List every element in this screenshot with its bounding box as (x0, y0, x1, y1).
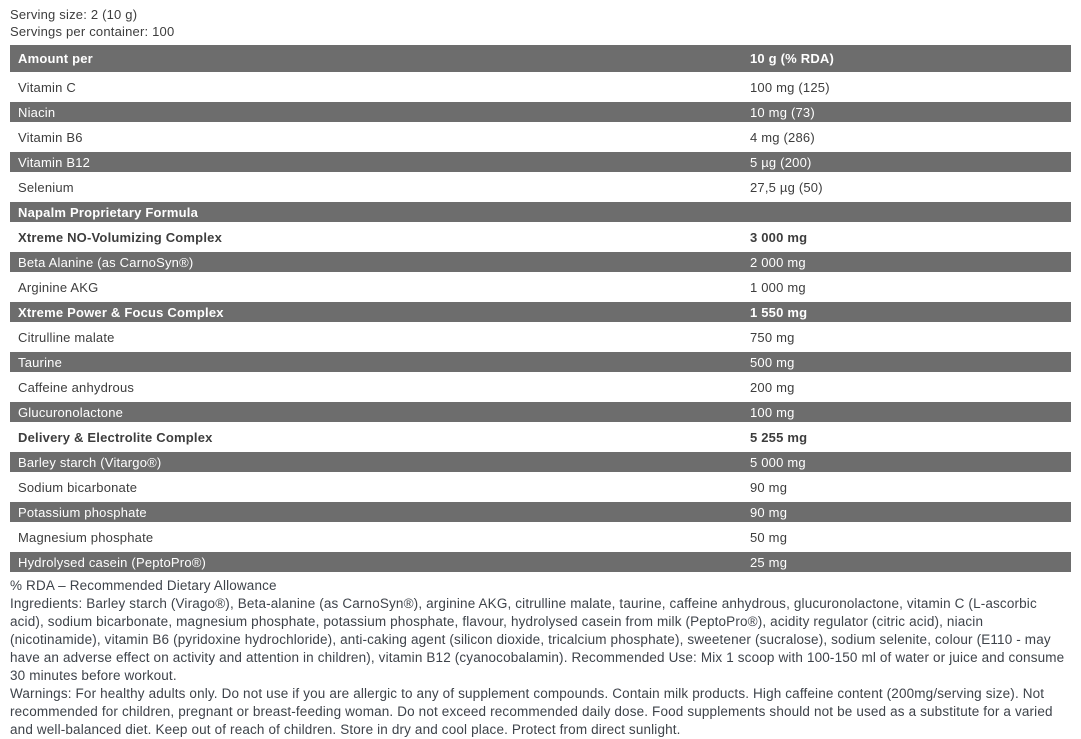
table-header-row (10, 45, 1071, 72)
table-row (10, 452, 1071, 472)
ingredient-amount: 750 mg (750, 329, 795, 345)
ingredient-name: Xtreme NO-Volumizing Complex (18, 229, 222, 245)
table-row (10, 527, 1071, 547)
ingredient-amount: 200 mg (750, 379, 795, 395)
table-row (10, 327, 1071, 347)
ingredient-name: Arginine AKG (18, 279, 99, 295)
table-row (10, 552, 1071, 572)
ingredient-amount: 100 mg (750, 404, 795, 420)
ingredient-amount: 27,5 µg (50) (750, 179, 823, 195)
ingredient-amount: 500 mg (750, 354, 795, 370)
warnings-paragraph: Warnings: For healthy adults only. Do not use if you are allergic to any of supplement compounds. Contain milk products. High caffeine content (200mg/serving size). Not recommended for children, pregnant or breast-feeding woman. Do not exceed recommended daily dose. Food supplements should not be used as a substitute for a varied and well-balanced diet. Keep out of reach of children. Store in dry and cool place. Protect from direct sunlight. (10, 686, 1053, 737)
ingredient-amount: 1 000 mg (750, 279, 806, 295)
ingredient-name: Barley starch (Vitargo®) (18, 454, 162, 470)
supplement-table-body (10, 77, 1071, 572)
table-row (10, 402, 1071, 422)
ingredient-amount: 100 mg (125) (750, 79, 830, 95)
table-row (10, 77, 1071, 97)
ingredient-name: Delivery & Electrolite Complex (18, 429, 213, 445)
ingredient-name: Vitamin C (18, 79, 76, 95)
serving-info (0, 0, 1081, 42)
ingredient-amount: 90 mg (750, 479, 788, 495)
ingredient-amount: 5 255 mg (750, 429, 808, 445)
ingredient-amount: 3 000 mg (750, 229, 808, 245)
ingredient-amount: 2 000 mg (750, 254, 806, 270)
table-header-label: Amount per (18, 51, 93, 66)
table-row (10, 252, 1071, 272)
ingredient-amount: 50 mg (750, 529, 788, 545)
table-row (10, 427, 1071, 447)
ingredient-amount: 1 550 mg (750, 304, 808, 320)
ingredient-name: Vitamin B6 (18, 129, 83, 145)
table-row (10, 227, 1071, 247)
servings-per-container-text: Servings per container: 100 (10, 24, 175, 39)
table-row (10, 177, 1071, 197)
ingredient-name: Selenium (18, 179, 74, 195)
table-header-value: 10 g (% RDA) (750, 51, 835, 66)
ingredient-amount: 5 000 mg (750, 454, 806, 470)
table-row (10, 277, 1071, 297)
ingredient-name: Taurine (18, 354, 63, 370)
ingredient-amount: 90 mg (750, 504, 788, 520)
ingredient-name: Hydrolysed casein (PeptoPro®) (18, 554, 207, 570)
table-row (10, 152, 1071, 172)
label-fine-print (10, 577, 1071, 739)
ingredient-amount: 25 mg (750, 554, 788, 570)
ingredient-amount: 5 µg (200) (750, 154, 812, 170)
table-row (10, 127, 1071, 147)
ingredient-name: Niacin (18, 104, 56, 120)
ingredient-name: Xtreme Power & Focus Complex (18, 304, 224, 320)
ingredient-name: Vitamin B12 (18, 154, 91, 170)
ingredient-name: Napalm Proprietary Formula (18, 204, 199, 220)
table-row (10, 377, 1071, 397)
ingredient-name: Sodium bicarbonate (18, 479, 138, 495)
table-row (10, 352, 1071, 372)
rda-footnote: % RDA – Recommended Dietary Allowance (10, 578, 277, 593)
ingredient-name: Citrulline malate (18, 329, 115, 345)
ingredient-amount: 10 mg (73) (750, 104, 815, 120)
ingredient-name: Caffeine anhydrous (18, 379, 135, 395)
table-row (10, 302, 1071, 322)
ingredient-name: Magnesium phosphate (18, 529, 154, 545)
ingredient-name: Potassium phosphate (18, 504, 147, 520)
table-row (10, 477, 1071, 497)
ingredients-paragraph: Ingredients: Barley starch (Virago®), Beta-alanine (as CarnoSyn®), arginine AKG, citrulline malate, taurine, caffeine anhydrous, glucuronolactone, vitamin C (L-ascorbic acid), sodium bicarbonate, magnesium phosphate, potassium phosphate, flavour, hydrolysed casein from milk (PeptoPro®), acidity regulator (citric acid), niacin (nicotinamide), vitamin B6 (pyridoxine hydrochloride), anti-caking agent (silicon dioxide, tricalcium phosphate), sweetener (sucralose), sodium selenite, colour (E110 - may have an adverse effect on activity and attention in children), vitamin B12 (cyanocobalamin). Recommended Use: Mix 1 scoop with 100-150 ml of water or juice and consume 30 minutes before workout. (10, 596, 1065, 683)
ingredient-name: Glucuronolactone (18, 404, 124, 420)
table-row (10, 502, 1071, 522)
ingredient-amount: 4 mg (286) (750, 129, 815, 145)
serving-size-text: Serving size: 2 (10 g) (10, 7, 138, 22)
table-row (10, 102, 1071, 122)
supplement-facts-table (10, 45, 1071, 572)
table-row (10, 202, 1071, 222)
ingredient-name: Beta Alanine (as CarnoSyn®) (18, 254, 194, 270)
